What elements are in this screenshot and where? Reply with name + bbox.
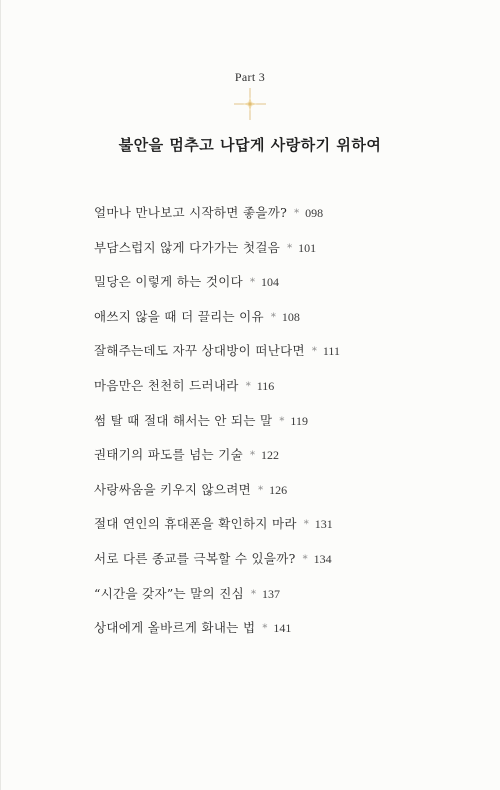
toc-entry[interactable] bbox=[94, 404, 454, 439]
toc-entry-page: 119 bbox=[290, 413, 308, 428]
asterisk-separator: * bbox=[287, 242, 293, 254]
toc-entry-page: 134 bbox=[313, 551, 332, 566]
toc-entry-title: 잘해주는데도 자꾸 상대방이 떠난다면 bbox=[94, 343, 305, 359]
toc-entry-page: 108 bbox=[281, 309, 300, 324]
asterisk-separator: * bbox=[279, 415, 285, 427]
toc-entry[interactable] bbox=[94, 196, 454, 231]
toc-entry-title: 밀당은 이렇게 하는 것이다 bbox=[94, 274, 243, 290]
toc-entry[interactable] bbox=[94, 577, 454, 612]
toc-entry-title: 서로 다른 종교를 극복할 수 있을까? bbox=[94, 550, 296, 566]
asterisk-separator: * bbox=[249, 450, 255, 462]
toc-entry-title: 애쓰지 않을 때 더 끌리는 이유 bbox=[94, 308, 264, 324]
asterisk-separator: * bbox=[302, 553, 308, 565]
toc-entry[interactable] bbox=[94, 300, 454, 335]
toc-entry-title: 마음만은 천천히 드러내라 bbox=[94, 377, 239, 393]
toc-entry-title: 상대에게 올바르게 화내는 법 bbox=[94, 620, 256, 636]
toc-entry-title: 부담스럽지 않게 다가가는 첫걸음 bbox=[94, 239, 281, 255]
toc-entry[interactable] bbox=[94, 438, 454, 473]
table-of-contents bbox=[94, 196, 454, 646]
toc-entry-page: 116 bbox=[256, 378, 275, 393]
toc-entry-title: 썸 탈 때 절대 해서는 안 되는 말 bbox=[94, 412, 273, 428]
asterisk-separator: * bbox=[258, 484, 264, 496]
toc-entry-page: 122 bbox=[260, 448, 279, 463]
asterisk-separator: * bbox=[249, 277, 255, 289]
asterisk-separator: * bbox=[303, 519, 309, 531]
toc-entry[interactable] bbox=[94, 542, 454, 577]
toc-entry-page: 101 bbox=[298, 240, 317, 255]
toc-entry-page: 141 bbox=[273, 621, 292, 636]
toc-entry[interactable] bbox=[94, 265, 454, 300]
part-title: 불안을 멈추고 나답게 사랑하기 위하여 bbox=[118, 136, 382, 154]
part-label: Part 3 bbox=[234, 70, 266, 84]
toc-entry-page: 098 bbox=[305, 206, 324, 220]
toc-entry-title: 절대 연인의 휴대폰을 확인하지 마라 bbox=[94, 516, 297, 532]
toc-entry-title: 사랑싸움을 키우지 않으려면 bbox=[94, 481, 252, 497]
toc-entry-page: 126 bbox=[269, 482, 288, 497]
asterisk-separator: * bbox=[250, 588, 256, 600]
sparkle-icon bbox=[234, 88, 266, 120]
toc-entry-title: “시간을 갖자”는 말의 진심 bbox=[94, 585, 244, 601]
toc-entry-title: 얼마나 만나보고 시작하면 좋을까? bbox=[94, 205, 288, 220]
asterisk-separator: * bbox=[294, 208, 300, 219]
asterisk-separator: * bbox=[262, 623, 268, 635]
toc-entry[interactable] bbox=[94, 507, 454, 542]
toc-entry[interactable] bbox=[94, 334, 454, 369]
toc-entry[interactable] bbox=[94, 611, 454, 646]
toc-entry-page: 111 bbox=[322, 344, 340, 359]
toc-entry-title: 권태기의 파도를 넘는 기술 bbox=[94, 447, 243, 463]
toc-entry-page: 104 bbox=[260, 275, 279, 290]
asterisk-separator: * bbox=[311, 346, 317, 358]
toc-entry-page: 131 bbox=[314, 517, 333, 532]
asterisk-separator: * bbox=[245, 380, 251, 392]
toc-entry[interactable] bbox=[94, 231, 454, 266]
asterisk-separator: * bbox=[270, 311, 276, 323]
toc-entry[interactable] bbox=[94, 473, 454, 508]
toc-entry-page: 137 bbox=[261, 586, 280, 601]
toc-entry[interactable] bbox=[94, 369, 454, 404]
